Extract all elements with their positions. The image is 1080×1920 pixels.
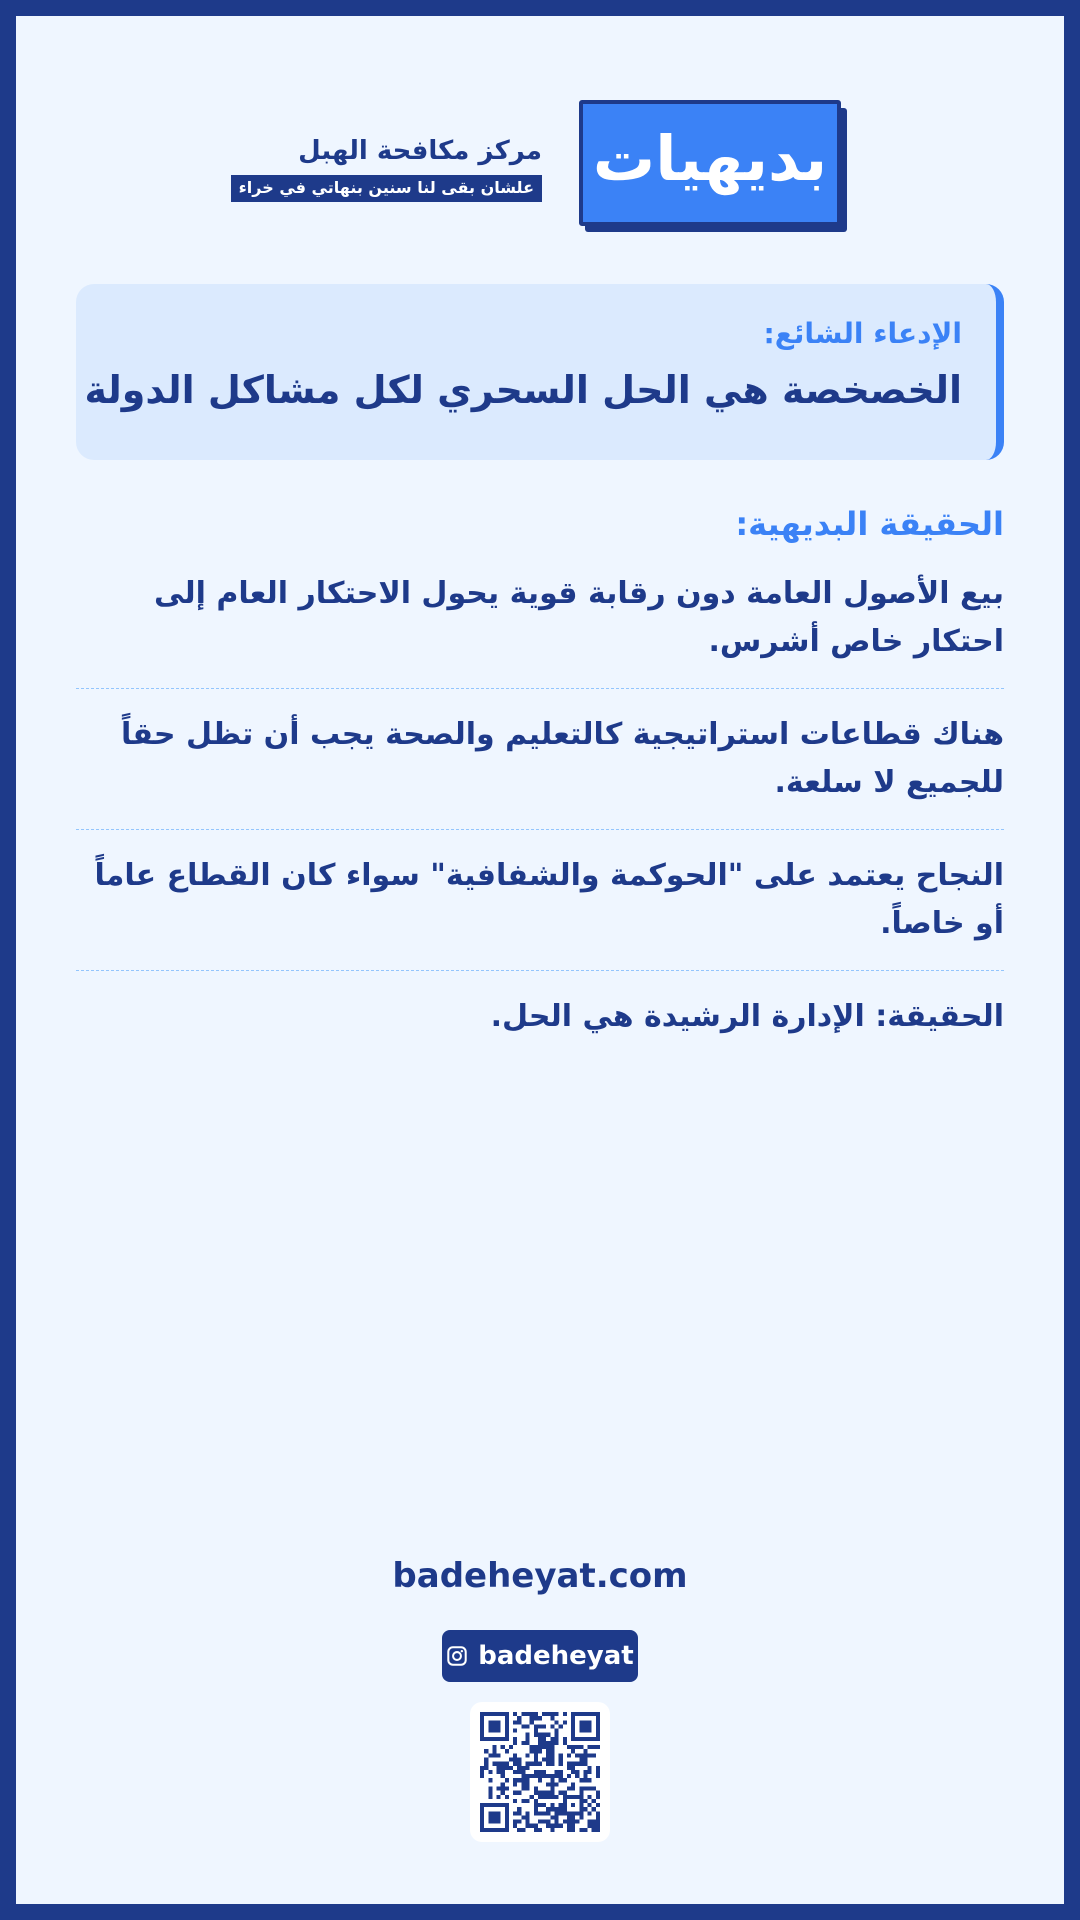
tagline: علشان بقى لنا سنين بنهاتي في خراء — [231, 175, 542, 202]
claim-box — [76, 284, 1004, 460]
qr-code-image — [480, 1712, 600, 1832]
instagram-icon — [446, 1645, 468, 1667]
qr-code[interactable] — [470, 1702, 610, 1842]
logo — [579, 100, 847, 232]
header-text — [231, 136, 542, 202]
claim-label: الإدعاء الشائع: — [763, 317, 962, 350]
truth-label: الحقيقة البديهية: — [735, 505, 1004, 543]
truth-point: بيع الأصول العامة دون رقابة قوية يحول الاحتكار العام إلى احتكار خاص أشرس. — [76, 570, 1004, 689]
truth-point: هناك قطاعات استراتيجية كالتعليم والصحة يجب أن تظل حقاً للجميع لا سلعة. — [76, 711, 1004, 830]
truth-conclusion: الحقيقة: الإدارة الرشيدة هي الحل. — [490, 998, 1004, 1034]
instagram-handle: badeheyat — [478, 1641, 634, 1671]
logo-text: بديهيات — [592, 122, 828, 195]
truth-point: النجاح يعتمد على "الحوكمة والشفافية" سواء كان القطاع عاماً أو خاصاً. — [76, 852, 1004, 971]
instagram-badge[interactable] — [442, 1630, 638, 1682]
website-link[interactable]: badeheyat.com — [392, 1556, 688, 1596]
claim-text: الخصخصة هي الحل السحري لكل مشاكل الدولة — [84, 368, 962, 413]
org-name: مركز مكافحة الهبل — [298, 136, 542, 166]
truth-section — [76, 504, 1004, 1041]
logo-box — [579, 100, 841, 226]
card — [16, 16, 1064, 1904]
